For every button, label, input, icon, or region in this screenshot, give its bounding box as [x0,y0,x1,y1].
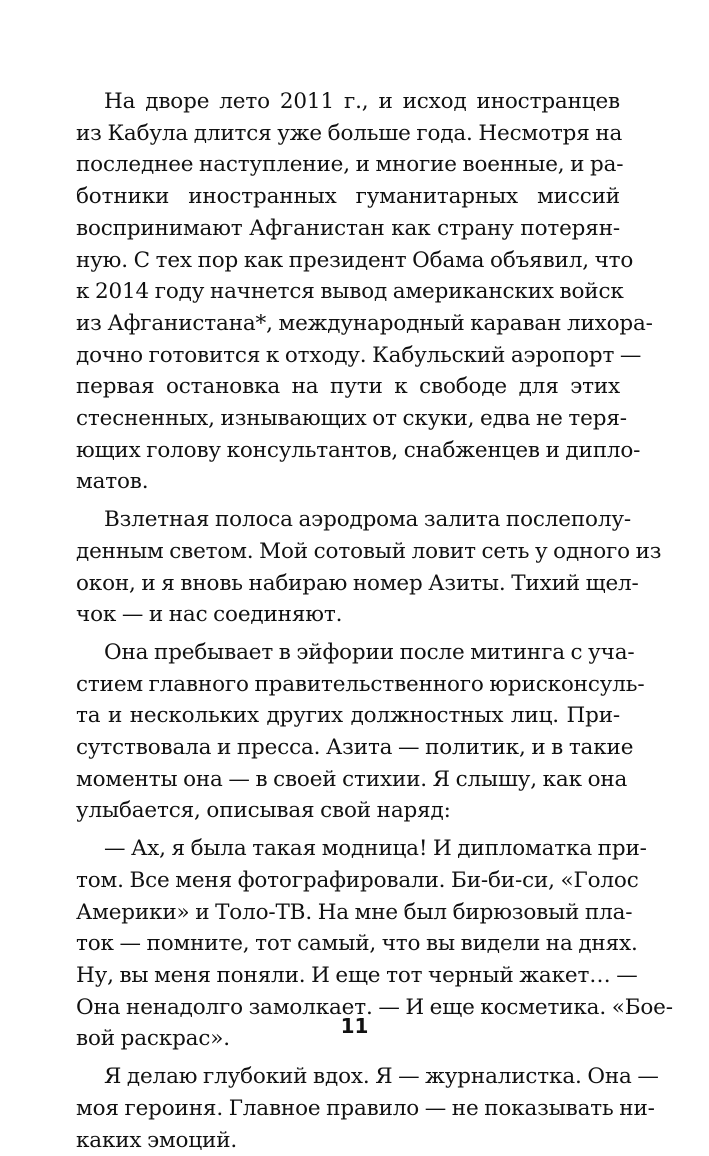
text-line: моменты она — в своей стихии. Я слышу, как она [76,764,620,796]
text-line: окон, и я вновь набираю номер Азиты. Тихий щел- [76,568,620,600]
text-line: та и нескольких других должностных лиц. При- [76,700,620,732]
text-line: Взлетная полоса аэродрома залита послеполу- [76,504,620,536]
text-line: из Кабула длится уже больше года. Несмотря на [76,118,620,150]
page-number: 11 [0,1012,709,1040]
text-line: Америки» и Толо-ТВ. На мне был бирюзовый пла- [76,897,620,929]
text-line: вой раскрас». [76,1023,620,1055]
text-line: к 2014 году начнется вывод американских войск [76,276,620,308]
text-line: из Афганистана*, международный караван лихора- [76,308,620,340]
text-line: чок — и нас соединяют. [76,599,620,631]
text-line: том. Все меня фотографировали. Би-би-си, «Голос [76,865,620,897]
text-line: дочно готовится к отходу. Кабульский аэропорт — [76,340,620,372]
paragraph-5 [76,1061,620,1156]
text-line: денным светом. Мой сотовый ловит сеть у одного из [76,536,620,568]
text-line: ботники иностранных гуманитарных миссий [76,181,620,213]
paragraph-3 [76,637,620,827]
text-line: Она ненадолго замолкает. — И еще косметика. «Бое- [76,992,620,1024]
text-line: Ну, вы меня поняли. И еще тот черный жакет… — [76,960,620,992]
text-line: стесненных, изнывающих от скуки, едва не теря- [76,403,620,435]
text-line: матов. [76,466,620,498]
text-line: Я делаю глубокий вдох. Я — журналистка. Она — [76,1061,620,1093]
text-line: Она пребывает в эйфории после митинга с уча- [76,637,620,669]
text-line: сутствовала и пресса. Азита — политик, и в такие [76,732,620,764]
text-line: На дворе лето 2011 г., и исход иностранцев [76,86,620,118]
paragraph-2 [76,504,620,631]
text-line: ток — помните, тот самый, что вы видели на днях. [76,928,620,960]
text-line: улыбается, описывая свой наряд: [76,795,620,827]
text-line: ющих голову консультантов, снабженцев и дипло- [76,435,620,467]
paragraph-1 [76,86,620,498]
text-line: каких эмоций. [76,1125,620,1156]
text-line: — Ах, я была такая модница! И дипломатка при- [76,833,620,865]
text-line: моя героиня. Главное правило — не показывать ни- [76,1093,620,1125]
text-line: последнее наступление, и многие военные, и ра- [76,149,620,181]
text-line: первая остановка на пути к свободе для этих [76,371,620,403]
text-line: ную. С тех пор как президент Обама объявил, что [76,245,620,277]
text-line: воспринимают Афганистан как страну потерян- [76,213,620,245]
body-text [76,86,620,1156]
text-line: стием главного правительственного юрисконсуль- [76,669,620,701]
